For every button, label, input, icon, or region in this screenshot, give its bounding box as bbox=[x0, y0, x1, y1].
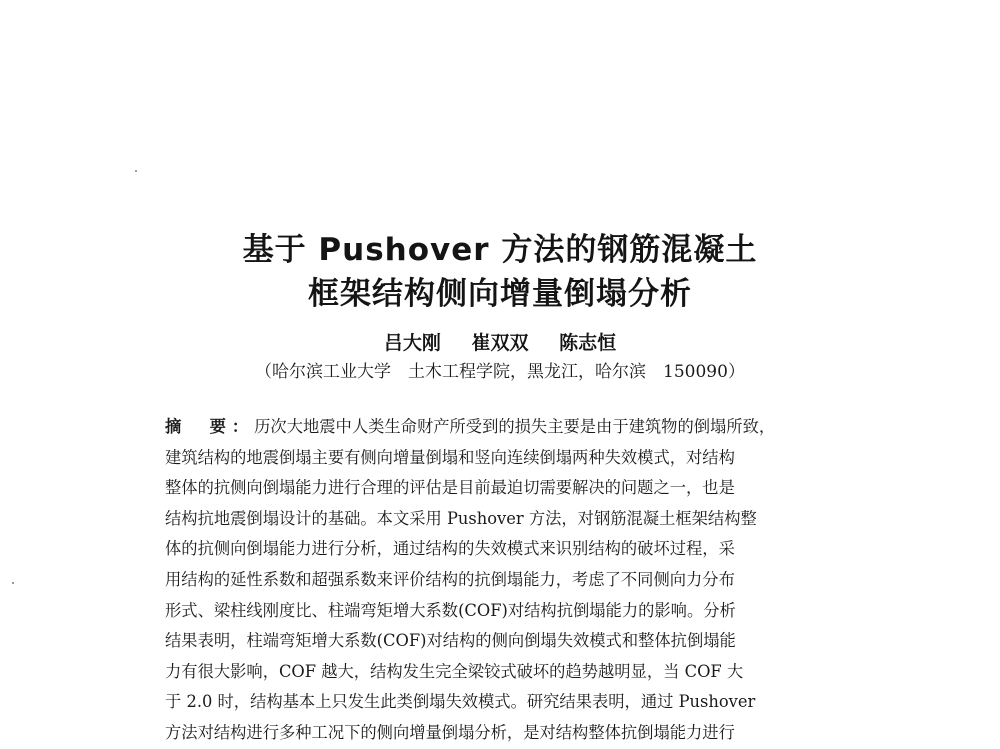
abstract-line: 于 2.0 时，结构基本上只发生此类倒塌失效模式。研究结果表明，通过 Pushover bbox=[165, 692, 756, 712]
author-name: 陈志恒 bbox=[559, 332, 617, 354]
paper-title-line-2: 框架结构侧向增量倒塌分析 bbox=[308, 276, 692, 312]
abstract-block bbox=[165, 412, 855, 749]
paper-title-line-1: 基于 Pushover 方法的钢筋混凝土 bbox=[242, 232, 758, 268]
author-list bbox=[0, 328, 1000, 355]
abstract-line bbox=[165, 412, 855, 443]
abstract-line: 结果表明，柱端弯矩增大系数(COF)对结构的侧向倒塌失效模式和整体抗倒塌能 bbox=[165, 631, 736, 651]
abstract-line: 体的抗侧向倒塌能力进行分析，通过结构的失效模式来识别结构的破坏过程，采 bbox=[165, 539, 735, 559]
scan-speck bbox=[12, 582, 14, 584]
abstract-line: 形式、梁柱线刚度比、柱端弯矩增大系数(COF)对结构抗倒塌能力的影响。分析 bbox=[165, 600, 736, 620]
abstract-text: 历次大地震中人类生命财产所受到的损失主要是由于建筑物的倒塌所致， bbox=[254, 417, 776, 436]
author-name: 吕大刚 bbox=[383, 332, 441, 354]
abstract-line: 用结构的延性系数和超强系数来评价结构的抗倒塌能力，考虑了不同侧向力分布 bbox=[165, 569, 735, 589]
abstract-line: 结构抗地震倒塌设计的基础。本文采用 Pushover 方法，对钢筋混凝土框架结构整 bbox=[165, 508, 757, 528]
author-name: 崔双双 bbox=[471, 332, 529, 354]
scan-speck bbox=[135, 170, 137, 172]
abstract-label: 摘 要： bbox=[165, 417, 255, 436]
author-affiliation: （哈尔滨工业大学 土木工程学院，黑龙江，哈尔滨 150090） bbox=[255, 362, 745, 382]
abstract-line: 整体的抗侧向倒塌能力进行合理的评估是目前最迫切需要解决的问题之一，也是 bbox=[165, 478, 735, 498]
abstract-line: 力有很大影响，COF 越大，结构发生完全梁铰式破坏的趋势越明显，当 COF 大 bbox=[165, 661, 744, 681]
abstract-line: 建筑结构的地震倒塌主要有侧向增量倒塌和竖向连续倒塌两种失效模式，对结构 bbox=[165, 447, 735, 467]
abstract-line: 方法对结构进行多种工况下的侧向增量倒塌分析，是对结构整体抗倒塌能力进行 bbox=[165, 722, 735, 742]
